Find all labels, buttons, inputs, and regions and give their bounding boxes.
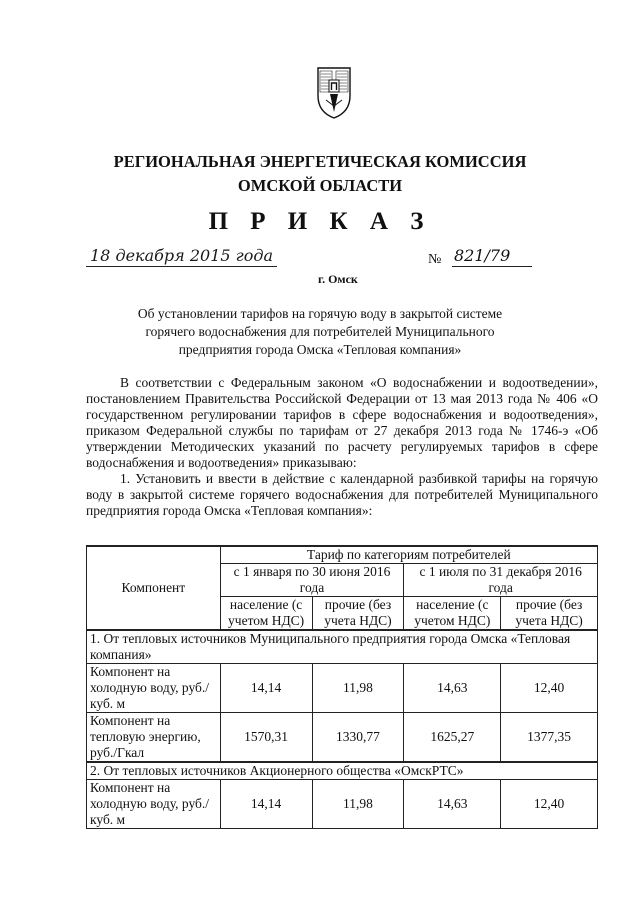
order-subject xyxy=(100,305,540,359)
header-period-1: с 1 января по 30 июня 2016 года xyxy=(220,564,404,597)
cell-value: 14,14 xyxy=(220,780,312,829)
clause-1-paragraph: 1. Установить и ввести в действие с календарной разбивкой тарифы на горячую воду в закрытой системе горячего водоснабжения для потребителей Муниципального предприятия города Омска «Тепловая компания»: xyxy=(86,471,598,518)
cell-value: 12,40 xyxy=(501,664,598,713)
order-body xyxy=(86,375,598,519)
cell-value: 11,98 xyxy=(312,664,404,713)
cell-value: 1377,35 xyxy=(501,713,598,763)
organization-name-line2: ОМСКОЙ ОБЛАСТИ xyxy=(237,176,403,195)
tariff-table xyxy=(86,545,598,829)
subject-line2: горячего водоснабжения для потребителей Муниципального xyxy=(145,324,495,339)
coat-of-arms-emblem xyxy=(316,62,352,120)
header-component: Компонент xyxy=(87,546,221,630)
cell-value: 14,63 xyxy=(404,780,501,829)
header-period-2: с 1 июля по 31 декабря 2016 года xyxy=(404,564,598,597)
city-label: г. Омск xyxy=(318,272,358,286)
header-other-1: прочие (без учета НДС) xyxy=(312,597,404,631)
header-tariff-categories: Тариф по категориям потребителей xyxy=(220,546,597,564)
organization-name-line1: РЕГИОНАЛЬНАЯ ЭНЕРГЕТИЧЕСКАЯ КОМИССИЯ xyxy=(113,152,527,171)
table-row xyxy=(87,780,598,829)
cell-value: 14,63 xyxy=(404,664,501,713)
row-component-name: Компонент на тепловую энергию, руб./Гкал xyxy=(87,713,221,763)
cell-value: 12,40 xyxy=(501,780,598,829)
section-2-heading: 2. От тепловых источников Акционерного общества «ОмскРТС» xyxy=(87,762,598,780)
handwritten-order-number: 821/79 xyxy=(452,246,532,267)
table-row xyxy=(87,713,598,763)
number-sign: № xyxy=(428,252,442,267)
header-population-1: население (с учетом НДС) xyxy=(220,597,312,631)
section-1-heading: 1. От тепловых источников Муниципального предприятия города Омска «Тепловая компания» xyxy=(87,630,598,664)
cell-value: 1625,27 xyxy=(404,713,501,763)
row-component-name: Компонент на холодную воду, руб./куб. м xyxy=(87,780,221,829)
cell-value: 14,14 xyxy=(220,664,312,713)
subject-line3: предприятия города Омска «Тепловая компания» xyxy=(178,342,462,357)
header-population-2: население (с учетом НДС) xyxy=(404,597,501,631)
preamble-paragraph: В соответствии с Федеральным законом «О водоснабжении и водоотведении», постановлением Правительства Российской Федерации от 13 мая 2013 года № 406 «О государственном регулировании тарифов в сфере водоснабжения и водоотведения», приказом Федеральной службы по тарифам от 27 декабря 2013 года № 1746-э «Об утверждении Методических указаний по расчету регулируемых тарифов в сфере водоснабжения и водоотведения» приказываю: xyxy=(86,375,598,470)
document-type-title: П Р И К А З xyxy=(208,208,432,235)
row-component-name: Компонент на холодную воду, руб./куб. м xyxy=(87,664,221,713)
table-row xyxy=(87,664,598,713)
cell-value: 1330,77 xyxy=(312,713,404,763)
header-other-2: прочие (без учета НДС) xyxy=(501,597,598,631)
subject-line1: Об установлении тарифов на горячую воду в закрытой системе xyxy=(137,306,503,321)
cell-value: 1570,31 xyxy=(220,713,312,763)
handwritten-date: 18 декабря 2015 года xyxy=(86,246,277,267)
cell-value: 11,98 xyxy=(312,780,404,829)
